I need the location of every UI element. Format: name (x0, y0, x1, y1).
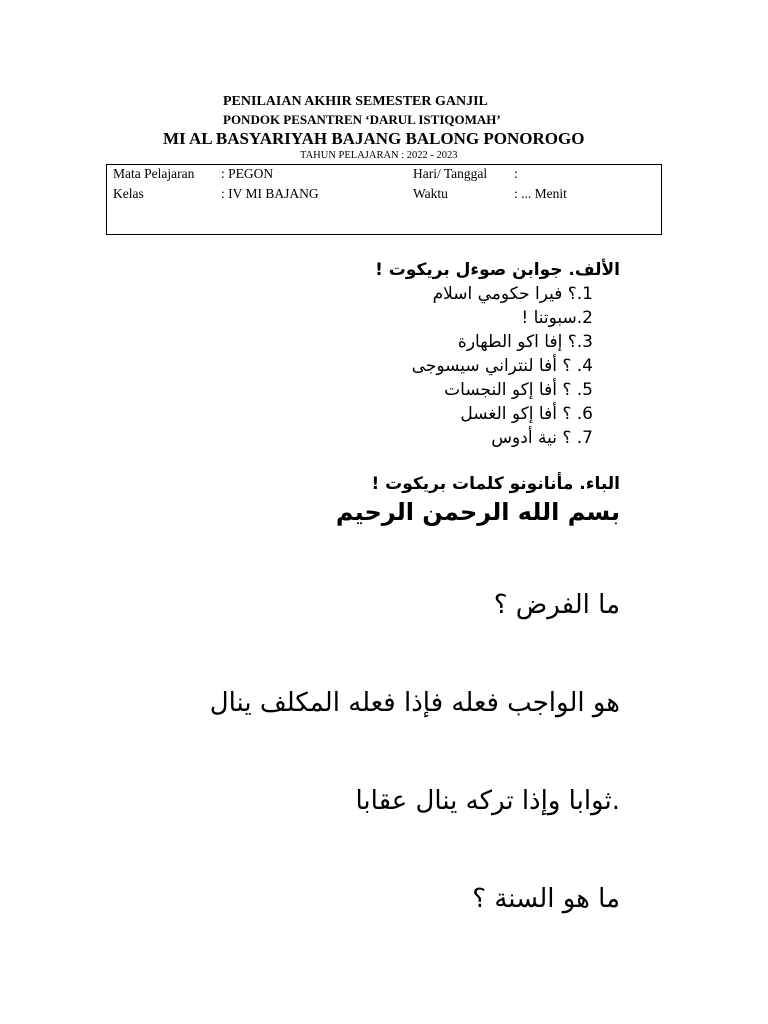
question-7: 7. ؟ نية أدوس (491, 428, 593, 448)
exam-title: PENILAIAN AKHIR SEMESTER GANJIL (223, 94, 488, 109)
academic-year: TAHUN PELAJARAN : 2022 - 2023 (300, 150, 458, 161)
section-a-title: الألف. جوابن صوءل بريكوت ! (375, 260, 620, 280)
class-label: Kelas (113, 186, 144, 201)
time-label: Waktu (413, 186, 448, 201)
subject-value: : PEGON (221, 166, 274, 181)
question-4: 4. ؟ أفا لنتراني سيسوجى (411, 356, 593, 376)
header-divider (112, 164, 655, 165)
date-value: : (514, 166, 518, 181)
text-line-1: ما الفرض ؟ (493, 590, 620, 620)
question-5: 5. ؟ أفا إكو النجسات (444, 380, 593, 400)
time-value: : ... Menit (514, 186, 567, 201)
section-b-title: الباء. مأنانونو كلمات بريكوت ! (371, 474, 620, 494)
basmala: بسم الله الرحمن الرحيم (335, 498, 620, 526)
question-6: 6. ؟ أفا إكو الغسل (460, 404, 593, 424)
text-line-4: ما هو السنة ؟ (472, 884, 620, 914)
institution-name: MI AL BASYARIYAH BAJANG BALONG PONOROGO (163, 129, 585, 148)
date-label: Hari/ Tanggal (413, 166, 488, 181)
question-3: 3.؟ إفا اكو الطهارة (457, 332, 593, 352)
school-name: PONDOK PESANTREN ‘DARUL ISTIQOMAH’ (223, 112, 501, 127)
question-1: 1.؟ فيرا حكومي اسلام (432, 284, 593, 304)
question-2: 2.سبوتنا ! (521, 308, 593, 328)
class-value: : IV MI BAJANG (221, 186, 319, 201)
text-line-2: هو الواجب فعله فإذا فعله المكلف ينال (209, 688, 620, 718)
text-line-3: .ثوابا وإذا تركه ينال عقابا (355, 786, 620, 816)
subject-label: Mata Pelajaran (113, 166, 195, 181)
